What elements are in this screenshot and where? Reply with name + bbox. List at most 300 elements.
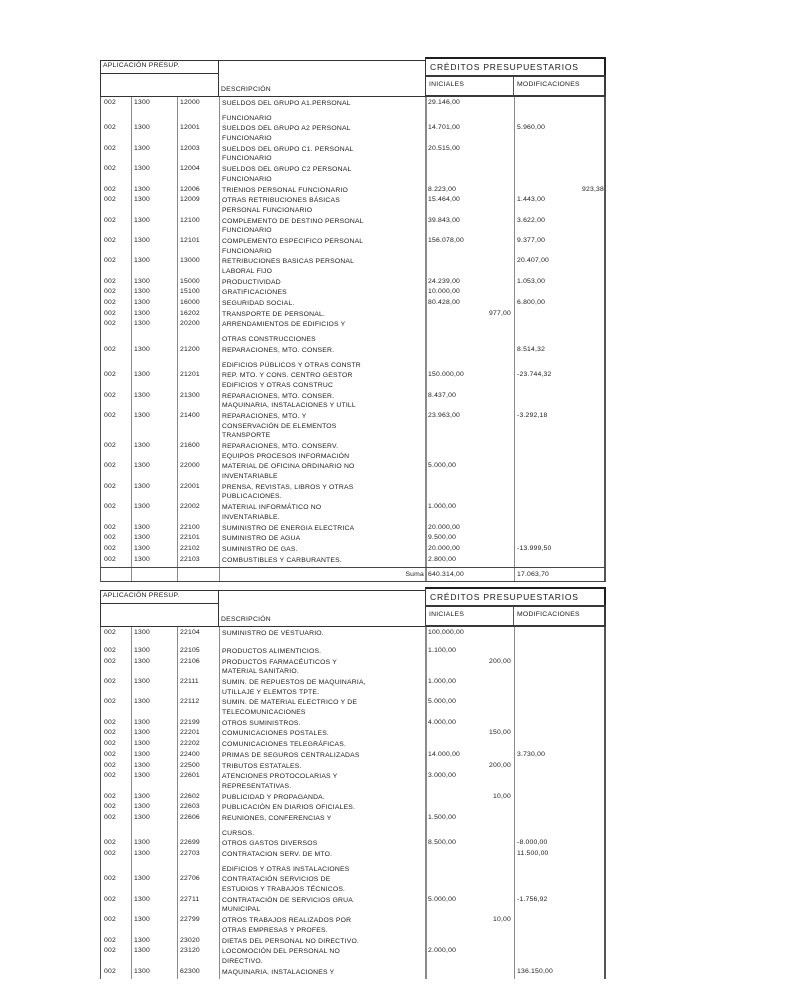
table-row	[101, 277, 604, 288]
eco-code: 22106	[180, 657, 200, 665]
description-line: ESTUDIOS Y TRABAJOS TÉCNICOS.	[222, 886, 346, 894]
prog-code: 1300	[134, 99, 150, 106]
description-line: SUELDOS DEL GRUPO C1. PERSONAL	[222, 145, 354, 153]
description-line: OTROS SUMINISTROS.	[222, 719, 301, 727]
prog-code: 1300	[134, 761, 150, 769]
org-code: 002	[104, 462, 116, 470]
org-code: 002	[104, 729, 116, 737]
eco-code: 12101	[180, 236, 200, 244]
prog-code: 1300	[134, 792, 150, 800]
eco-code: 12004	[180, 165, 200, 173]
description-cell	[222, 196, 422, 215]
org-code: 002	[104, 555, 116, 563]
eco-code: 12100	[180, 216, 200, 224]
description-cell	[222, 392, 422, 411]
eco-code: 22699	[180, 839, 200, 847]
description-line: OTROS GASTOS DIVERSOS	[222, 840, 318, 848]
modificaciones-value: 5.960,00	[517, 124, 546, 132]
description-cell	[222, 483, 422, 502]
description-line: FUNCIONARIO	[222, 135, 272, 143]
prog-code: 1300	[134, 718, 150, 726]
eco-code: 22601	[180, 772, 200, 780]
iniciales-value: 24.239,00	[428, 277, 461, 285]
iniciales-value: 2.800,00	[428, 555, 457, 563]
org-code: 002	[104, 544, 116, 552]
modificaciones-value: -3.292,18	[517, 411, 548, 419]
prog-code: 1300	[134, 442, 150, 449]
iniciales-value: 10.000,00	[428, 288, 461, 296]
modificaciones-value: 3.730,00	[517, 750, 546, 758]
table-row	[101, 792, 604, 803]
description-line: SUELDOS DEL GRUPO C2 PERSONAL	[222, 166, 352, 174]
description-line: ATENCIONES PROTOCOLARIAS Y	[222, 773, 338, 781]
eco-code: 22111	[180, 678, 199, 685]
description-line: ARRENDAMIENTOS DE EDIFICIOS Y	[222, 321, 346, 329]
table-row	[101, 502, 604, 522]
description-line: SUMINISTRO DE ENERGIA ELECTRICA	[222, 524, 355, 532]
iniciales-value: 150.000,00	[428, 371, 465, 379]
iniciales-value: 5.000,00	[428, 698, 457, 706]
description-line: MATERIAL INFORMÁTICO NO	[222, 504, 322, 512]
table-row	[101, 523, 604, 534]
iniciales-header: INICIALES	[429, 611, 465, 619]
eco-code: 22602	[180, 792, 200, 800]
iniciales-value: 100.000,00	[428, 629, 465, 637]
prog-code: 1300	[134, 850, 150, 857]
description-line: PUBLICACIÓN EN DIARIOS OFICIALES.	[222, 804, 356, 812]
iniciales-value: 1.500,00	[428, 813, 457, 821]
prog-code: 1300	[134, 895, 150, 903]
org-code: 002	[104, 277, 116, 285]
description-line: CONTRATACIÓN DE SERVICIOS GRUA	[222, 896, 354, 904]
subheader-box	[425, 605, 606, 627]
eco-code: 22103	[180, 555, 200, 563]
org-code: 002	[104, 257, 116, 265]
eco-code: 22202	[180, 740, 200, 748]
descripcion-header: DESCRIPCIÓN	[221, 616, 271, 624]
prog-code: 1300	[134, 813, 150, 821]
description-line: DIETAS DEL PERSONAL NO DIRECTIVO.	[222, 937, 360, 945]
aplicacion-presup-header: APLICACIÓN PRESUP.	[100, 590, 218, 604]
prog-code: 1300	[134, 371, 150, 379]
description-cell	[222, 916, 422, 935]
prog-code: 1300	[134, 657, 150, 665]
org-code: 002	[104, 750, 116, 758]
iniciales-value: 977,00	[489, 309, 511, 317]
eco-code: 21300	[180, 391, 200, 399]
modificaciones-value: 1.053,00	[517, 277, 546, 285]
org-code: 002	[104, 678, 116, 685]
table2-header	[100, 587, 606, 627]
org-code: 002	[104, 761, 116, 769]
iniciales-value: 14.701,00	[428, 124, 461, 132]
eco-code: 15100	[180, 288, 200, 296]
subheader-box	[425, 75, 606, 97]
description-cell	[222, 814, 422, 838]
description-cell	[222, 896, 422, 915]
iniciales-value: 1.100,00	[428, 646, 457, 654]
eco-code: 22199	[180, 718, 200, 726]
table-row	[101, 98, 604, 123]
org-code: 002	[104, 503, 116, 511]
org-code: 002	[104, 718, 116, 726]
iniciales-value: 5.000,00	[428, 895, 457, 903]
modificaciones-value: 11.500,00	[517, 850, 549, 857]
org-code: 002	[104, 442, 116, 449]
table-row	[101, 482, 604, 502]
iniciales-value: 29.146,00	[428, 99, 461, 106]
table-row	[101, 728, 604, 739]
description-line: SEGURIDAD SOCIAL.	[222, 300, 295, 308]
table-row	[101, 849, 604, 874]
org-code: 002	[104, 967, 116, 975]
description-cell	[222, 545, 422, 555]
table-row	[101, 739, 604, 750]
org-code: 002	[104, 185, 116, 193]
description-line: REUNIONES, CONFERENCIAS Y	[222, 814, 332, 822]
description-cell	[222, 442, 422, 461]
description-line: FUNCIONARIO	[222, 114, 272, 122]
description-cell	[222, 165, 422, 184]
eco-code: 22102	[180, 544, 200, 552]
org-code: 002	[104, 391, 116, 399]
table-row	[101, 144, 604, 164]
table-row	[101, 813, 604, 838]
description-line: DIRECTIVO.	[222, 957, 263, 965]
modificaciones-value: 8.514,32	[517, 345, 546, 353]
suma-modificaciones-value: 17.063,70	[517, 571, 550, 579]
table-row	[101, 544, 604, 555]
org-code: 002	[104, 936, 116, 944]
description-cell	[222, 186, 422, 196]
org-code: 002	[104, 411, 116, 419]
table-row	[101, 771, 604, 791]
org-code: 002	[104, 482, 116, 490]
description-cell	[222, 524, 422, 534]
eco-code: 22400	[180, 750, 200, 758]
table-row	[101, 345, 604, 370]
org-code: 002	[104, 309, 116, 317]
description-line: PRIMAS DE SEGUROS CENTRALIZADAS	[222, 751, 360, 759]
table-row	[101, 298, 604, 309]
description-cell	[222, 937, 422, 947]
table1-header	[100, 57, 606, 97]
org-code: 002	[104, 813, 116, 821]
iniciales-value: 1.000,00	[428, 678, 457, 685]
description-cell	[222, 288, 422, 298]
description-cell	[222, 217, 422, 236]
description-line: COMUNICACIONES POSTALES.	[222, 730, 330, 738]
modificaciones-value: 1.443,00	[517, 196, 546, 204]
table-row	[101, 391, 604, 411]
modificaciones-value: 9.377,00	[517, 236, 546, 244]
eco-code: 62300	[180, 967, 200, 975]
description-cell	[222, 257, 422, 276]
table-row	[101, 287, 604, 298]
description-line: REPARACIONES, MTO. CONSER.	[222, 392, 335, 400]
prog-code: 1300	[134, 875, 150, 883]
org-code: 002	[104, 523, 116, 531]
iniciales-value: 10,00	[492, 792, 511, 800]
description-cell	[222, 719, 422, 729]
iniciales-value: 39.843,00	[428, 216, 461, 224]
description-cell	[222, 968, 422, 978]
description-line: EDIFICIOS Y OTRAS CONSTRUC	[222, 381, 334, 389]
description-line: SUMINISTRO DE VESTUARIO.	[222, 630, 324, 638]
description-line: SUMIN. DE MATERIAL ELECTRICO Y DE	[222, 699, 358, 707]
description-cell	[222, 762, 422, 772]
table-row	[101, 555, 604, 566]
eco-code: 22101	[180, 534, 200, 542]
table-row	[101, 441, 604, 461]
org-code: 002	[104, 916, 116, 924]
eco-code: 16202	[180, 309, 200, 317]
description-cell	[222, 751, 422, 761]
prog-code: 1300	[134, 185, 150, 193]
prog-code: 1300	[134, 216, 150, 224]
description-cell	[222, 534, 422, 544]
description-line: GRATIFICACIONES	[222, 289, 287, 297]
description-line: PUBLICIDAD Y PROPAGANDA.	[222, 793, 326, 801]
description-line: REPARACIONES, MTO. CONSER.	[222, 346, 335, 354]
org-code: 002	[104, 288, 116, 296]
prog-code: 1300	[134, 629, 150, 637]
table-row	[101, 936, 604, 947]
prog-code: 1300	[134, 555, 150, 563]
description-cell	[222, 740, 422, 750]
table-row	[101, 946, 604, 966]
description-line: OTRAS RETRIBUCIONES BÁSICAS	[222, 197, 340, 205]
org-code: 002	[104, 895, 116, 903]
iniciales-value: 8.500,00	[428, 839, 457, 847]
table-row	[101, 533, 604, 544]
org-code: 002	[104, 839, 116, 847]
org-code: 002	[104, 698, 116, 706]
org-code: 002	[104, 629, 116, 637]
table-row	[101, 370, 604, 390]
description-cell	[222, 145, 422, 164]
org-code: 002	[104, 165, 116, 173]
table-row	[101, 256, 604, 276]
org-code: 002	[104, 534, 116, 542]
description-line: UTILLAJE Y ELEMTOS TPTE.	[222, 688, 320, 696]
eco-code: 22104	[180, 629, 200, 637]
org-code: 002	[104, 124, 116, 132]
prog-code: 1300	[134, 803, 150, 811]
description-line: LOCOMOCIÓN DEL PERSONAL NO	[222, 948, 340, 956]
description-line: EQUIPOS PROCESOS INFORMACIÓN	[222, 452, 350, 460]
org-code: 002	[104, 772, 116, 780]
iniciales-value: 15.464,00	[428, 196, 461, 204]
eco-code: 22002	[180, 503, 200, 511]
prog-code: 1300	[134, 165, 150, 173]
org-code: 002	[104, 144, 116, 152]
prog-code: 1300	[134, 391, 150, 399]
description-line: OTRAS CONSTRUCCIONES	[222, 336, 316, 344]
eco-code: 22711	[180, 895, 200, 903]
eco-code: 12001	[180, 124, 200, 132]
description-line: COMPLEMENTO ESPECIFICO PERSONAL	[222, 237, 364, 245]
modificaciones-value: 923,38	[582, 185, 604, 193]
prog-code: 1300	[134, 740, 150, 748]
eco-code: 22706	[180, 875, 200, 883]
org-code: 002	[104, 196, 116, 204]
grid-line	[514, 568, 515, 581]
eco-code: 21400	[180, 411, 200, 419]
modificaciones-value: 3.622,00	[517, 216, 546, 224]
iniciales-header: INICIALES	[429, 81, 465, 88]
description-line: EDIFICIOS PÚBLICOS Y OTRAS CONSTR	[222, 361, 361, 369]
description-line: EDIFICIOS Y OTRAS INSTALACIONES	[222, 865, 350, 873]
description-line: PERSONAL FUNCIONARIO	[222, 206, 313, 214]
prog-code: 1300	[134, 411, 150, 419]
iniciales-value: 4.000,00	[428, 718, 457, 726]
eco-code: 22603	[180, 803, 200, 811]
description-line: SUMINISTRO DE GAS.	[222, 545, 298, 553]
iniciales-value: 8.223,00	[428, 185, 457, 193]
description-line: CURSOS.	[222, 829, 255, 837]
description-cell	[222, 462, 422, 481]
iniciales-value: 1.000,00	[428, 503, 457, 511]
table-row	[101, 195, 604, 215]
prog-code: 1300	[134, 678, 150, 685]
table-row	[101, 802, 604, 813]
description-line: FUNCIONARIO	[222, 227, 272, 235]
eco-code: 22000	[180, 462, 200, 470]
prog-code: 1300	[134, 236, 150, 244]
grid-line	[425, 568, 427, 581]
prog-code: 1300	[134, 936, 150, 944]
iniciales-value: 23.963,00	[428, 411, 461, 419]
description-line: CONTRATACIÓN SERVICIOS DE	[222, 876, 331, 884]
description-line: TELECOMUNICACIONES	[222, 709, 306, 717]
table-row	[101, 761, 604, 772]
prog-code: 1300	[134, 534, 150, 542]
prog-code: 1300	[134, 257, 150, 265]
creditos-presupuestarios-header: CRÉDITOS PRESUPUESTARIOS	[425, 587, 606, 605]
description-line: RETRIBUCIONES BASICAS PERSONAL	[222, 258, 355, 266]
modificaciones-value: 6.800,00	[517, 299, 546, 307]
table-row	[101, 967, 604, 978]
description-cell	[222, 371, 422, 390]
modificaciones-value: 136.150,00	[517, 967, 554, 975]
eco-code: 22105	[180, 646, 200, 654]
grid-line	[131, 568, 132, 581]
org-code: 002	[104, 947, 116, 955]
eco-code: 22201	[180, 729, 200, 737]
description-cell	[222, 310, 422, 320]
description-line: SUMINISTRO DE AGUA	[222, 535, 301, 543]
prog-code: 1300	[134, 947, 150, 955]
table-row	[101, 677, 604, 697]
eco-code: 12006	[180, 185, 200, 193]
description-cell	[222, 346, 422, 370]
table-row	[101, 874, 604, 894]
eco-code: 16000	[180, 299, 200, 307]
table-row	[101, 411, 604, 441]
prog-code: 1300	[134, 916, 150, 924]
table-row	[101, 628, 604, 639]
description-line: MAQUINARIA, INSTALACIONES Y UTILL	[222, 402, 356, 410]
eco-code: 23120	[180, 947, 200, 955]
prog-code: 1300	[134, 277, 150, 285]
description-line: PUBLICACIONES.	[222, 493, 282, 501]
table-row	[101, 657, 604, 677]
descripcion-header: DESCRIPCIÓN	[221, 86, 271, 93]
org-code: 002	[104, 740, 116, 748]
eco-code: 12003	[180, 144, 200, 152]
header-column-divider	[218, 60, 219, 97]
description-cell	[222, 278, 422, 288]
description-cell	[222, 850, 422, 874]
table-row	[101, 236, 604, 256]
eco-code: 21201	[180, 371, 200, 379]
description-cell	[222, 647, 422, 657]
prog-code: 1300	[134, 772, 150, 780]
description-line: SUELDOS DEL GRUPO A1.PERSONAL	[222, 100, 351, 107]
description-line: TRANSPORTE DE PERSONAL.	[222, 310, 326, 318]
prog-code: 1300	[134, 967, 150, 975]
iniciales-value: 200,00	[489, 761, 511, 769]
description-line: LABORAL FIJO	[222, 268, 273, 275]
table-row	[101, 895, 604, 915]
iniciales-value: 20.000,00	[428, 523, 461, 531]
eco-code: 20200	[180, 320, 200, 328]
description-line: MATERIAL DE OFICINA ORDINARIO NO	[222, 463, 355, 471]
table-row	[101, 185, 604, 196]
eco-code: 12000	[180, 99, 200, 106]
description-line: REPARACIONES, MTO. CONSERV.	[222, 443, 339, 450]
description-line: MATERIAL SANITARIO.	[222, 668, 299, 676]
description-line: INVENTARIABLE.	[222, 513, 280, 521]
description-cell	[222, 729, 422, 739]
org-code: 002	[104, 320, 116, 328]
org-code: 002	[104, 216, 116, 224]
description-line: REP. MTO. Y CONS. CENTRO GESTOR	[222, 372, 353, 380]
description-cell	[222, 772, 422, 791]
description-line: OTROS TRABAJOS REALIZADOS POR	[222, 917, 352, 925]
table-row	[101, 309, 604, 320]
eco-code: 22606	[180, 813, 200, 821]
description-cell	[222, 99, 422, 123]
iniciales-value: 156.078,00	[428, 236, 465, 244]
table-row	[101, 319, 604, 344]
modificaciones-header: MODIFICACIONES	[517, 611, 580, 619]
org-code: 002	[104, 657, 116, 665]
eco-code: 13000	[180, 257, 200, 265]
prog-code: 1300	[134, 482, 150, 490]
eco-code: 23020	[180, 936, 200, 944]
iniciales-value: 2.000,00	[428, 947, 457, 955]
iniciales-value: 5.000,00	[428, 462, 457, 470]
description-cell	[222, 678, 422, 697]
eco-code: 22799	[180, 916, 200, 924]
eco-code: 21200	[180, 345, 200, 353]
iniciales-value: 80.428,00	[428, 299, 461, 307]
eco-code: 22001	[180, 482, 200, 490]
description-line: PRODUCTOS FARMACÉUTICOS Y	[222, 658, 338, 666]
description-cell	[222, 320, 422, 344]
description-line: MUNICIPAL	[222, 906, 261, 914]
description-cell	[222, 803, 422, 813]
table-row	[101, 123, 604, 143]
description-cell	[222, 124, 422, 143]
description-line: FUNCIONARIO	[222, 155, 272, 163]
prog-code: 1300	[134, 299, 150, 307]
modificaciones-value: -13.999,50	[517, 544, 552, 552]
iniciales-value: 150,00	[489, 729, 511, 737]
description-line: REPARACIONES, MTO. Y	[222, 412, 307, 420]
